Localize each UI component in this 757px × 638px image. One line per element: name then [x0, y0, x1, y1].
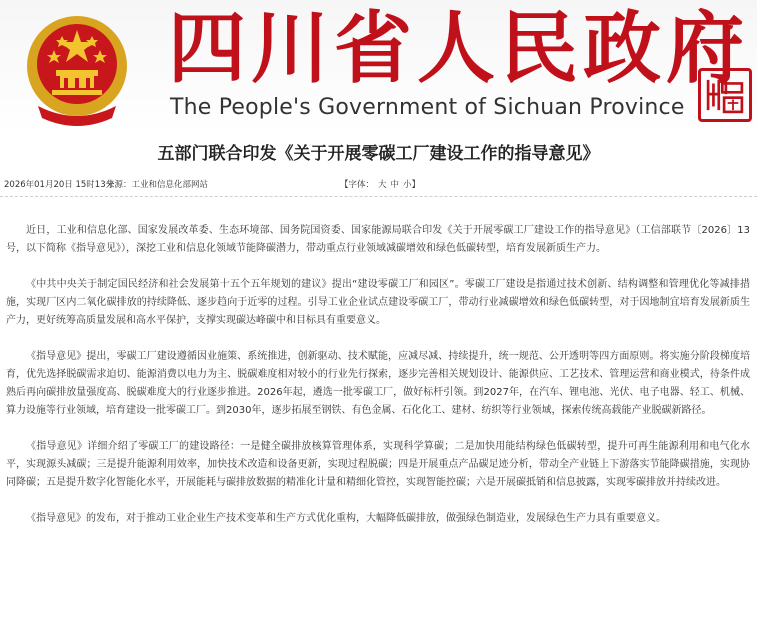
meta-divider [0, 196, 757, 197]
article-paragraph: 《指导意见》的发布，对于推动工业企业生产技术变革和生产方式优化重构，大幅降低碳排放，做强绿色制造业，发展绿色生产力具有重要意义。 [26, 513, 666, 524]
font-size-medium-button[interactable]: 中 [390, 180, 400, 190]
site-title: 四川省人民政府 [168, 3, 750, 94]
font-size-large-button[interactable]: 大 [378, 180, 387, 190]
article-paragraph: 《指导意见》提出，零碳工厂建设遵循因业施策、系统推进，创新驱动、技术赋能，应减尽减、持续提升，统一规范、公开透明等四方面原则。将实施分阶段梯度培育，优先选择脱碳需求迫切、能源消费以电力为主、脱碳难度相对较小的行业先行探索，逐步完善相关规划设计、能源供应、工艺技术、管理运营和商业模式，待条件成熟后再向碳排放量强度高、脱碳难度大的行业逐步推进。2026年起，遴选一批零碳工厂，做好标杆引领。到2027年，在汽车、锂电池、光伏、电子电器、轻工、机械、算力设施等行业领域，培育建设一批零碳工厂。到2030年，逐步拓展至钢铁、有色金属、石化化工、建材、纺织等行业领域，探索传统高载能产业脱碳新路径。 [6, 351, 750, 416]
article-paragraph: 近日，工业和信息化部、国家发展改革委、生态环境部、国务院国资委、国家能源局联合印发《关于开展零碳工厂建设工作的指导意见》（工信部联节〔2026〕13号，以下简称《指导意见》），深挖工业和信息化领域节能降碳潜力，带动重点行业领域减碳增效和绿色低碳转型，培育发展新质生产力。 [6, 225, 750, 254]
publish-date: 2026年01月20日 15时13分 [4, 180, 115, 190]
site-subtitle: The People's Government of Sichuan Province [170, 95, 685, 120]
site-header [0, 0, 757, 136]
sichuan-seal-logo [698, 68, 752, 122]
article-meta [0, 178, 757, 192]
font-size-controls [340, 178, 420, 192]
article-title: 五部门联合印发《关于开展零碳工厂建设工作的指导意见》 [157, 144, 600, 164]
font-size-label: 【字体： [340, 180, 375, 190]
article-source: 来源：工业和信息化部网站 [106, 180, 209, 190]
font-size-small-button[interactable]: 小 [403, 180, 412, 190]
article-paragraph: 《中共中央关于制定国民经济和社会发展第十五个五年规划的建议》提出“建设零碳工厂和园区”。零碳工厂建设是指通过技术创新、结构调整和管理优化等减排措施，实现厂区内二氧化碳排放的持续降低、逐步趋向于近零的过程。引导工业企业试点建设零碳工厂，带动行业减碳增效和绿色低碳转型，对于因地制宜培育发展新质生产力，更好统筹高质量发展和高水平保护，支撑实现碳达峰碳中和目标具有重要意义。 [6, 279, 750, 326]
font-size-close: 】 [411, 180, 421, 190]
article-paragraph: 《指导意见》详细介绍了零碳工厂的建设路径：一是健全碳排放核算管理体系，实现科学算碳；二是加快用能结构绿色低碳转型，提升可再生能源利用和电气化水平，实现源头减碳；三是提升能源利用效率，加快技术改造和设备更新，实现过程脱碳；四是开展重点产品碳足迹分析，带动全产业链上下游落实节能降碳措施，实现协同降碳；五是提升数字化智能化水平，开展能耗与碳排放数据的精准化计量和精细化管控，实现智能控碳；六是开展碳抵销和信息披露，实现零碳排放并持续改进。 [6, 441, 750, 488]
article-body [6, 222, 750, 546]
national-emblem-icon [18, 10, 136, 126]
